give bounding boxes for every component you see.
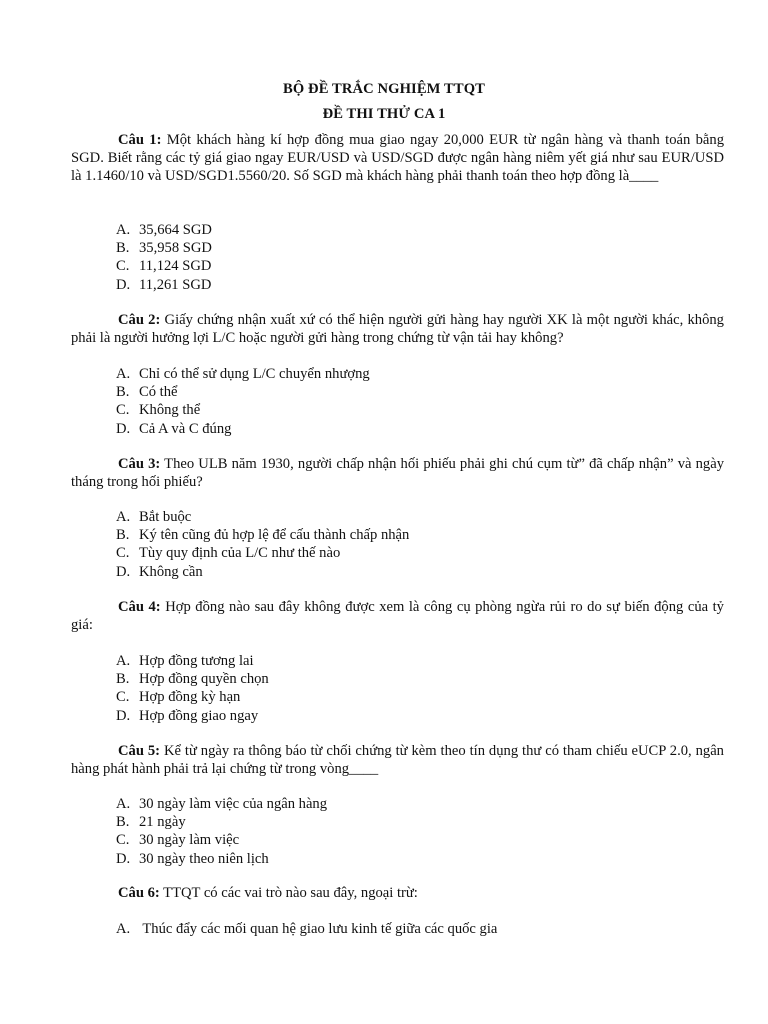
- option-text: 11,261 SGD: [139, 276, 212, 293]
- option-letter: C.: [116, 545, 130, 562]
- option-letter: A.: [116, 653, 131, 669]
- question-6: [71, 884, 724, 902]
- question-label: Câu 3:: [118, 456, 161, 472]
- option-letter: D.: [116, 707, 131, 724]
- option-text: Không thể: [139, 402, 201, 419]
- option-text: Hợp đồng giao ngay: [139, 707, 259, 724]
- option-text: 11,124 SGD: [139, 258, 212, 275]
- question-label: Câu 5:: [118, 743, 161, 759]
- options-list: [116, 920, 716, 938]
- option-text: Không cần: [139, 563, 203, 580]
- option-item: [116, 831, 716, 849]
- option-letter: B.: [116, 671, 130, 688]
- question-2: [71, 311, 724, 347]
- option-item: [116, 420, 716, 438]
- option-letter: A.: [116, 222, 131, 238]
- option-letter: D.: [116, 850, 131, 867]
- option-text: Bắt buộc: [139, 509, 192, 525]
- option-item: [116, 850, 716, 868]
- option-letter: D.: [116, 563, 131, 580]
- question-text: TTQT có các vai trò nào sau đây, ngoại trừ:: [163, 885, 418, 901]
- option-text: Tùy quy định của L/C như thế nào: [139, 545, 341, 562]
- option-item: [116, 544, 716, 562]
- question-label: Câu 1:: [118, 132, 162, 148]
- option-letter: D.: [116, 420, 131, 437]
- option-text: 30 ngày làm việc của ngân hàng: [139, 796, 328, 812]
- option-item: [116, 563, 716, 581]
- option-item: [116, 670, 716, 688]
- option-letter: C.: [116, 258, 130, 275]
- option-text: 35,958 SGD: [139, 240, 212, 257]
- question-text: Kể từ ngày ra thông báo từ chối chứng từ kèm theo tín dụng thư có tham chiếu eUCP 2.0, ngân hàng phát hành phải trả lại chứng từ trong vòng____: [71, 743, 724, 778]
- question-5: [71, 742, 724, 778]
- option-item: [116, 401, 716, 419]
- question-text: Một khách hàng kí hợp đồng mua giao ngay 20,000 EUR từ ngân hàng và thanh toán bằng SGD. Biết rằng các tỷ giá giao ngay EUR/USD và USD/SGD được ngân hàng niêm yết giá như sau EUR/USD là 1.1460/10 và USD/SGD1.5560/20. Số SGD mà khách hàng phải thanh toán theo hợp đồng là____: [71, 132, 724, 185]
- option-item: [116, 508, 716, 526]
- option-letter: B.: [116, 240, 130, 257]
- document-title: BỘ ĐỀ TRẮC NGHIỆM TTQT: [283, 81, 485, 97]
- option-text: Có thể: [139, 384, 178, 401]
- question-text: Giấy chứng nhận xuất xứ có thể hiện người gửi hàng hay người XK là một người khác, không phải là người hưởng lợi L/C hoặc người gửi hàng trong chứng từ vận tải hay không?: [71, 312, 724, 347]
- option-item: [116, 795, 716, 813]
- option-text: Ký tên cũng đủ hợp lệ để cấu thành chấp nhận: [139, 527, 410, 544]
- option-letter: A.: [116, 366, 131, 382]
- option-text: Cả A và C đúng: [139, 420, 232, 437]
- option-item: [116, 813, 716, 831]
- option-item: [116, 221, 716, 239]
- question-label: Câu 4:: [118, 599, 161, 615]
- options-list: [116, 652, 716, 725]
- question-4: [71, 598, 724, 634]
- option-text: Hợp đồng kỳ hạn: [139, 689, 241, 706]
- question-text: Hợp đồng nào sau đây không được xem là công cụ phòng ngừa rủi ro do sự biến động của tỷ giá:: [71, 599, 724, 634]
- option-letter: D.: [116, 276, 131, 293]
- option-item: [116, 688, 716, 706]
- option-letter: A.: [116, 796, 131, 812]
- option-letter: C.: [116, 402, 130, 419]
- question-label: Câu 6:: [118, 885, 160, 901]
- question-text: Theo ULB năm 1930, người chấp nhận hối phiếu phải ghi chú cụm từ” đã chấp nhận” và ngày tháng trong hối phiếu?: [71, 456, 724, 491]
- option-item: [116, 276, 716, 294]
- option-letter: A.: [116, 509, 131, 525]
- option-text: 21 ngày: [139, 814, 186, 831]
- option-text: Hợp đồng quyền chọn: [139, 671, 269, 688]
- option-item: [116, 257, 716, 275]
- option-letter: B.: [116, 527, 130, 544]
- option-letter: A.: [116, 921, 131, 937]
- option-text: Hợp đồng tương lai: [139, 653, 254, 669]
- options-list: [116, 508, 716, 581]
- options-list: [116, 365, 716, 438]
- option-item: [116, 383, 716, 401]
- option-text: Chỉ có thể sử dụng L/C chuyển nhượng: [139, 366, 370, 382]
- question-3: [71, 455, 724, 491]
- option-letter: C.: [116, 832, 130, 849]
- options-list: [116, 795, 716, 868]
- option-text: Thúc đẩy các mối quan hệ giao lưu kinh tế giữa các quốc gia: [139, 921, 498, 937]
- option-letter: B.: [116, 814, 130, 831]
- option-text: 30 ngày làm việc: [139, 832, 240, 849]
- option-item: [116, 526, 716, 544]
- question-1: [71, 131, 724, 186]
- option-text: 30 ngày theo niên lịch: [139, 850, 269, 867]
- document-subtitle: ĐỀ THI THỬ CA 1: [322, 106, 446, 122]
- option-item: [116, 920, 716, 938]
- option-item: [116, 652, 716, 670]
- question-label: Câu 2:: [118, 312, 161, 328]
- options-list: [116, 221, 716, 294]
- option-text: 35,664 SGD: [139, 222, 212, 238]
- option-item: [116, 707, 716, 725]
- option-letter: B.: [116, 384, 130, 401]
- option-item: [116, 239, 716, 257]
- option-item: [116, 365, 716, 383]
- option-letter: C.: [116, 689, 130, 706]
